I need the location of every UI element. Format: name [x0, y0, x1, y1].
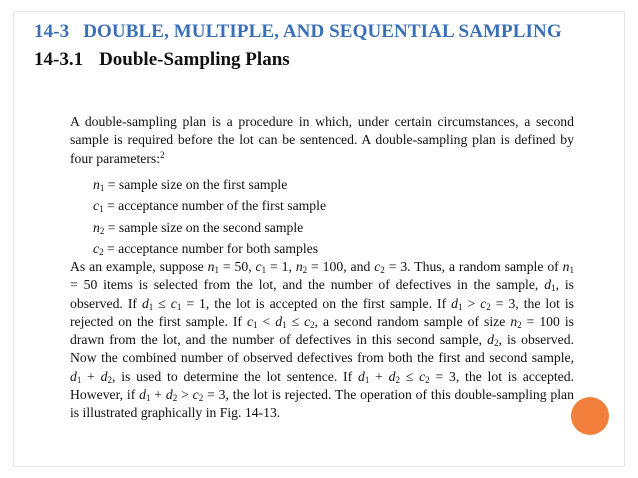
parameter-item: $c_2$ = acceptance number for both samples — [93, 240, 319, 257]
section-heading — [34, 21, 562, 43]
subsection-number: 14-3.1 — [34, 49, 84, 70]
parameter-list — [93, 174, 326, 259]
example-paragraph: As an example, suppose $n_1 = 50$, $c_1 = 1$, $n_2 = 100$, and $c_2 = 3$. Thus, a random sample of $n_1 = 50$ items is selected from the lot, and the number of defectives in the sample, $d_1$, is observed. If $d_1 \le c_1 = 1$, the lot is accepted on the first sample. If $d_1 > c_2 = 3$, the lot is rejected on the first sample. If $c_1 < d_1 \le c_2$, a second random sample of size $n_2 = 100$ is drawn from the lot, and the number of defectives in this second sample, $d_2$, is observed. Now the combined number of observed defectives from both the first and second sample, $d_1 + d_2$, is used to determine the lot sentence. If $d_1 + d_2 \le c_2 = 3$, the lot is accepted. However, if $d_1 + d_2 > c_2 = 3$, the lot is rejected. The operation of this double-sampling plan is illustrated graphically in Fig. 14-13. — [70, 259, 574, 421]
intro-paragraph: A double-sampling plan is a procedure in which, under certain circumstances, a second sample is required before the lot can be sentenced. A double-sampling plan is defined by four parameters:$^2$ — [70, 114, 574, 166]
subsection-heading — [34, 49, 290, 71]
decorative-circle — [571, 397, 609, 435]
parameter-item: $c_1$ = acceptance number of the first sample — [93, 198, 327, 215]
parameter-item: $n_2$ = sample size on the second sample — [93, 219, 304, 236]
section-number: 14-3 — [34, 21, 70, 42]
subsection-title: Double-Sampling Plans — [99, 49, 290, 70]
section-title: DOUBLE, MULTIPLE, AND SEQUENTIAL SAMPLING — [83, 21, 562, 42]
footnote-marker: 2 — [160, 149, 165, 160]
parameter-item: $n_1$ = sample size on the first sample — [93, 177, 288, 193]
